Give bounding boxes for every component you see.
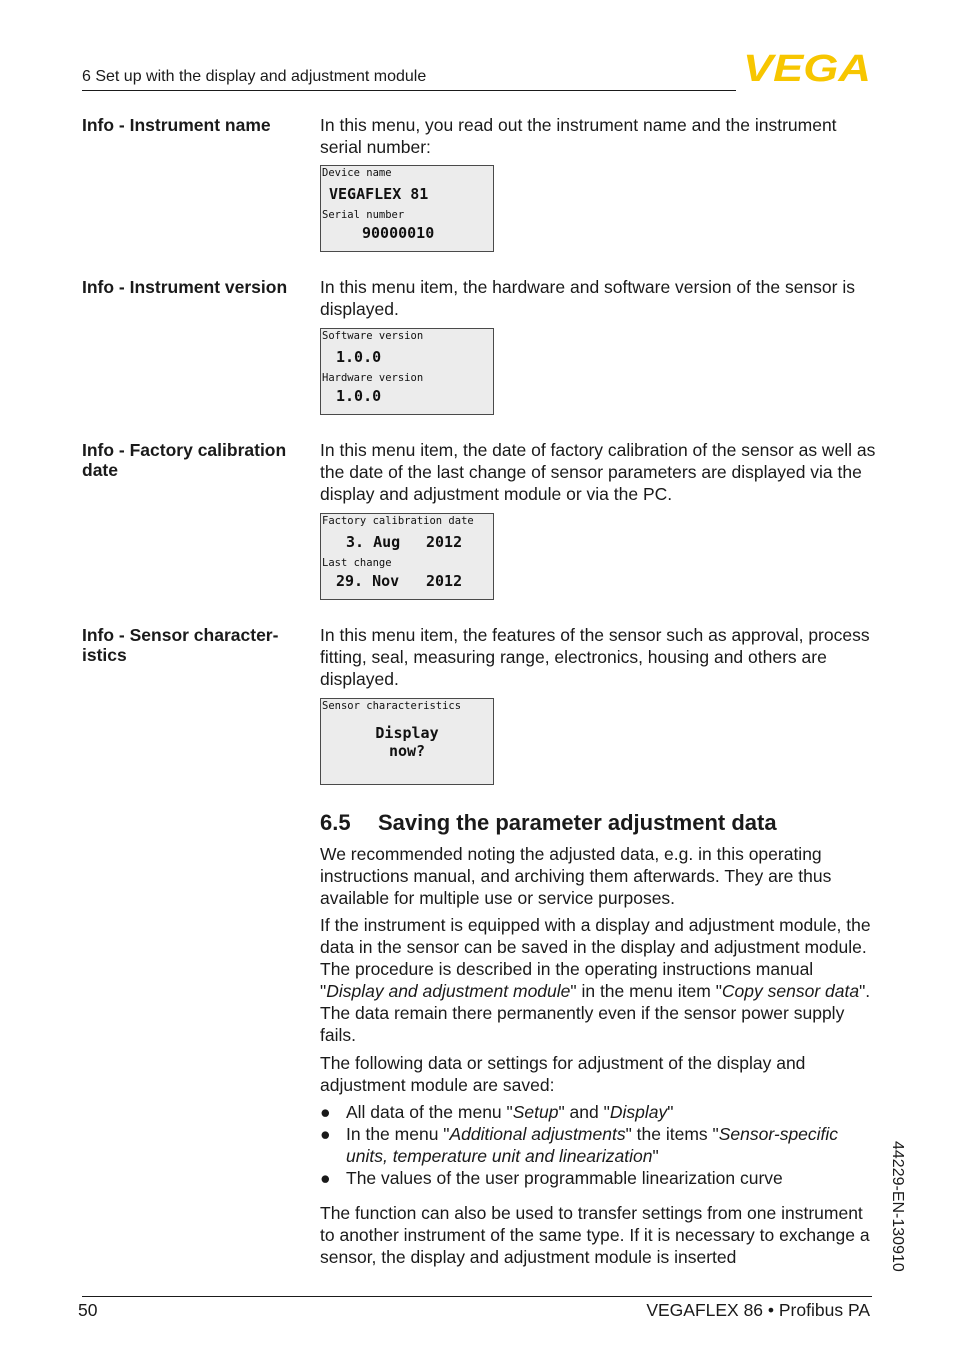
term-line: date bbox=[82, 460, 118, 480]
document-title: VEGAFLEX 86 • Profibus PA bbox=[646, 1300, 870, 1320]
display-value: 2012 bbox=[426, 533, 463, 551]
text-sensor-characteristics: In this menu item, the features of the sensor such as approval, process fitting, seal, measuring range, electronics, housing and others are displayed. bbox=[320, 625, 870, 689]
section-number: 6.5 bbox=[320, 810, 351, 835]
list-item: ● In the menu "Additional adjustments" the items "Sensor-specific units, temperature unit and linearization" bbox=[320, 1124, 839, 1166]
display-label: Software version bbox=[322, 330, 424, 342]
text-factory-calibration: In this menu item, the date of factory calibration of the sensor as well as the date of the last change of sensor parameters are displayed via the display and adjustment module or via the PC. bbox=[320, 440, 876, 504]
display-value: 29. Nov bbox=[336, 572, 400, 590]
text-instrument-version: In this menu item, the hardware and software version of the sensor is displayed. bbox=[320, 277, 855, 319]
term-line: istics bbox=[82, 645, 127, 665]
display-value: 1.0.0 bbox=[336, 387, 382, 405]
display-instrument-name bbox=[320, 165, 494, 252]
paragraph: We recommended noting the adjusted data, e.g. in this operating instructions manual, and archiving them afterwards. They are thus available for multiple use or service purposes. bbox=[320, 844, 832, 908]
emphasis: Copy sensor data bbox=[721, 981, 860, 1001]
display-sensor-characteristics bbox=[320, 698, 494, 785]
display-value: 3. Aug bbox=[346, 533, 401, 551]
paragraph: If the instrument is equipped with a display and adjustment module, the data in the sensor can be saved in the display and adjustment module. The procedure is described in the operating instructions manual "Display and adjustment module" in the menu item "Copy sensor data". The data remain there permanently even if the sensor power supply fails. bbox=[320, 915, 871, 1045]
display-label: Sensor characteristics bbox=[322, 700, 462, 712]
running-header: 6 Set up with the display and adjustment module bbox=[82, 68, 427, 85]
bullet-icon: ● bbox=[320, 1102, 331, 1122]
section-title: Saving the parameter adjustment data bbox=[378, 810, 777, 835]
vega-logo bbox=[742, 50, 872, 84]
paragraph: The following data or settings for adjustment of the display and adjustment module are saved: bbox=[320, 1053, 806, 1095]
term-instrument-name: Info - Instrument name bbox=[82, 115, 271, 135]
term-sensor-characteristics bbox=[82, 625, 302, 665]
text-instrument-name: In this menu, you read out the instrument name and the instrument serial number: bbox=[320, 115, 837, 157]
svg-text:VEGA: VEGA bbox=[743, 50, 871, 84]
display-label: Hardware version bbox=[322, 372, 424, 384]
list-item: ● All data of the menu "Setup" and "Display" bbox=[320, 1102, 674, 1122]
term-factory-calibration bbox=[82, 440, 302, 480]
display-label: Device name bbox=[322, 167, 392, 179]
header-rule bbox=[82, 90, 736, 91]
paragraph: The function can also be used to transfer settings from one instrument to another instrument of the same type. If it is necessary to exchange a sensor, the display and adjustment module is inserted bbox=[320, 1203, 870, 1267]
display-value: now? bbox=[388, 742, 426, 760]
list-item: ● The values of the user programmable linearization curve bbox=[320, 1168, 783, 1188]
term-line: Info - Sensor character- bbox=[82, 625, 279, 645]
display-instrument-version bbox=[320, 328, 494, 415]
term-line: Info - Factory calibration bbox=[82, 440, 287, 460]
display-value: Display bbox=[375, 724, 439, 742]
display-value: VEGAFLEX 81 bbox=[329, 185, 429, 203]
page-number: 50 bbox=[78, 1300, 98, 1320]
display-factory-calibration bbox=[320, 513, 494, 600]
bullet-icon: ● bbox=[320, 1168, 331, 1188]
display-value: 2012 bbox=[426, 572, 463, 590]
display-label: Last change bbox=[322, 557, 392, 569]
display-value: 1.0.0 bbox=[336, 348, 382, 366]
emphasis: Display and adjustment module bbox=[326, 981, 571, 1001]
footer-rule bbox=[82, 1296, 872, 1297]
term-instrument-version: Info - Instrument version bbox=[82, 277, 288, 297]
bullet-icon: ● bbox=[320, 1124, 331, 1144]
document-code: 44229-EN-130910 bbox=[889, 1141, 906, 1272]
display-label: Factory calibration date bbox=[322, 515, 474, 527]
section-heading bbox=[320, 810, 777, 836]
bullet-list bbox=[320, 1101, 876, 1189]
display-label: Serial number bbox=[322, 209, 405, 221]
display-value: 90000010 bbox=[362, 224, 435, 242]
